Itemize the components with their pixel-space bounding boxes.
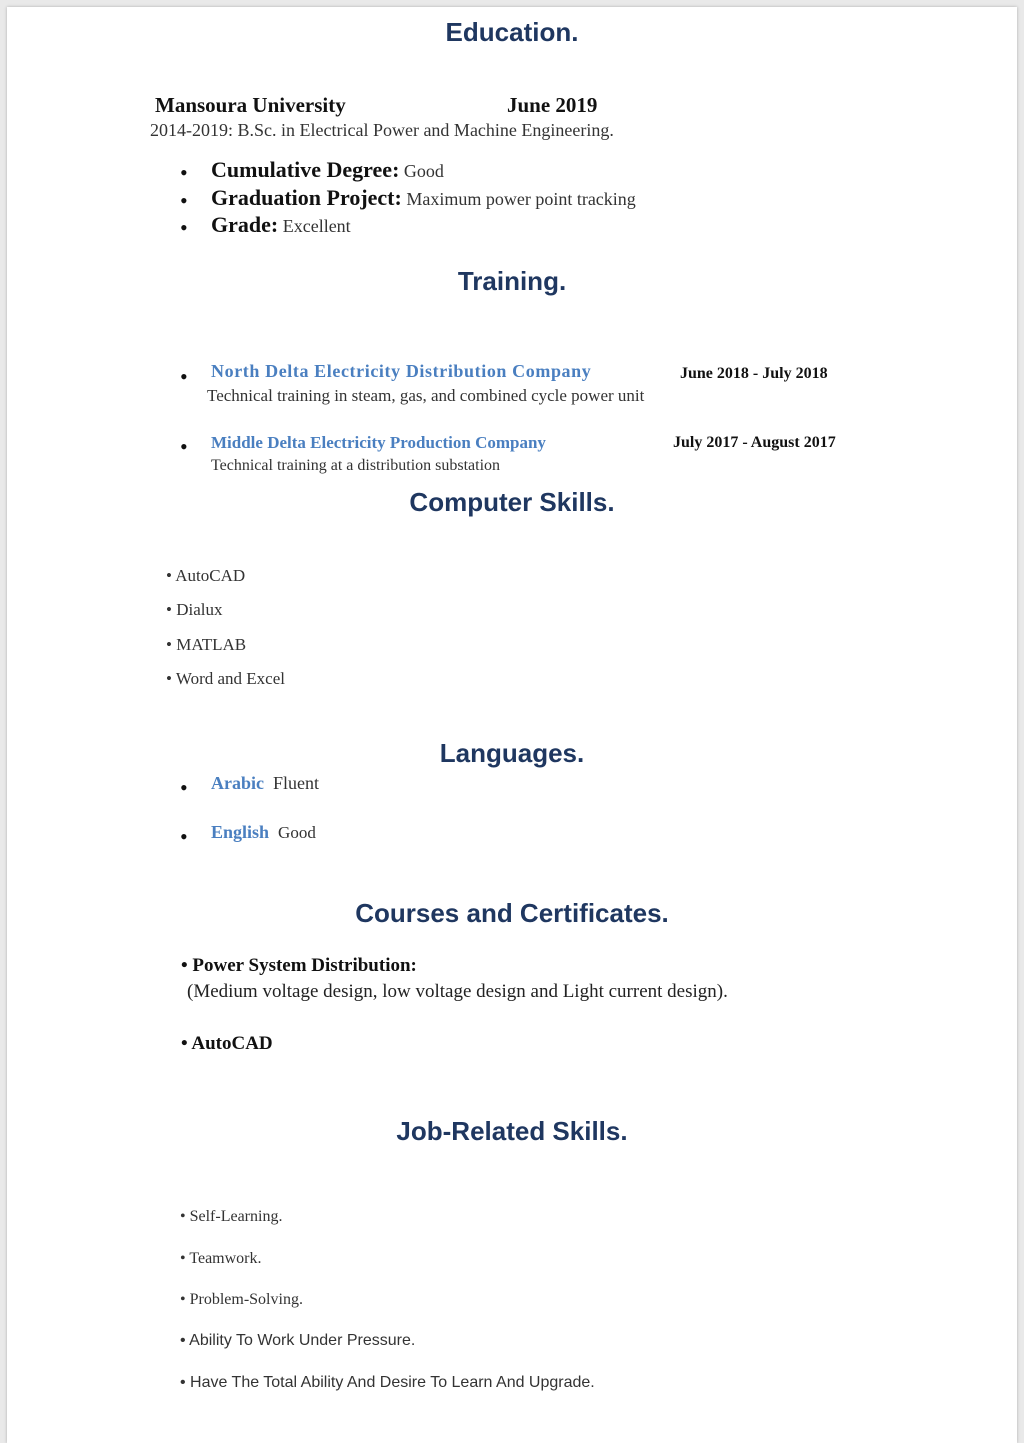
- training-company: Middle Delta Electricity Production Company: [211, 433, 546, 452]
- job-skill-item: • Ability To Work Under Pressure.: [180, 1332, 416, 1349]
- education-item-value: Good: [399, 161, 444, 181]
- training-desc: Technical training at a distribution substation: [211, 457, 501, 474]
- course-desc: (Medium voltage design, low voltage design and Light current design).: [187, 981, 728, 1002]
- courses-heading: Courses and Certificates.: [355, 898, 669, 928]
- bullet-icon: •: [180, 824, 188, 849]
- education-item: [211, 185, 636, 211]
- skill-item: • MATLAB: [166, 635, 247, 654]
- language-name: Arabic: [211, 773, 264, 793]
- languages-heading: Languages.: [439, 738, 585, 768]
- skill-item: • Dialux: [166, 600, 223, 619]
- university-name: Mansoura University: [155, 93, 346, 117]
- skill-item: • AutoCAD: [166, 566, 246, 585]
- bullet-icon: •: [180, 188, 188, 213]
- bullet-icon: •: [180, 160, 188, 185]
- job-skill-item: • Problem-Solving.: [180, 1291, 303, 1308]
- training-dates: July 2017 - August 2017: [673, 434, 836, 451]
- training-company: North Delta Electricity Distribution Company: [211, 361, 592, 381]
- job-skills-heading: Job-Related Skills.: [396, 1116, 628, 1146]
- course-title: • Power System Distribution:: [181, 955, 417, 976]
- language-level: Good: [278, 823, 316, 842]
- bullet-icon: •: [180, 434, 188, 459]
- education-item-label: Graduation Project: [211, 185, 395, 210]
- education-item-label: Grade: [211, 212, 271, 237]
- education-item: [211, 157, 444, 183]
- education-item-value: Maximum power point tracking: [401, 189, 636, 209]
- education-item-sep: :: [270, 212, 279, 237]
- job-skill-item: • Have The Total Ability And Desire To Learn And Upgrade.: [180, 1374, 595, 1391]
- education-item-sep: :: [394, 185, 402, 210]
- document-page: [7, 7, 1017, 1443]
- education-heading: Education.: [445, 17, 579, 47]
- training-dates: June 2018 - July 2018: [680, 365, 828, 382]
- training-desc: Technical training in steam, gas, and combined cycle power unit: [207, 386, 645, 405]
- bullet-icon: •: [180, 775, 188, 800]
- education-item-sep: :: [392, 157, 400, 182]
- education-item: [211, 212, 351, 238]
- degree-line: 2014-2019: B.Sc. in Electrical Power and Machine Engineering.: [150, 120, 614, 140]
- training-heading: Training.: [457, 266, 567, 296]
- graduation-date: June 2019: [507, 93, 598, 117]
- language-item: [211, 773, 319, 794]
- bullet-icon: •: [180, 215, 188, 240]
- job-skill-item: • Self-Learning.: [180, 1208, 283, 1225]
- language-name: English: [211, 822, 270, 842]
- job-skill-item: • Teamwork.: [180, 1250, 262, 1267]
- skill-item: • Word and Excel: [166, 669, 285, 688]
- bullet-icon: •: [180, 364, 188, 389]
- education-item-value: Excellent: [278, 216, 351, 236]
- language-item: [211, 822, 316, 843]
- computer-skills-heading: Computer Skills.: [409, 487, 615, 517]
- language-level: Fluent: [273, 773, 320, 793]
- course-title: • AutoCAD: [181, 1033, 273, 1054]
- education-item-label: Cumulative Degree: [211, 157, 393, 182]
